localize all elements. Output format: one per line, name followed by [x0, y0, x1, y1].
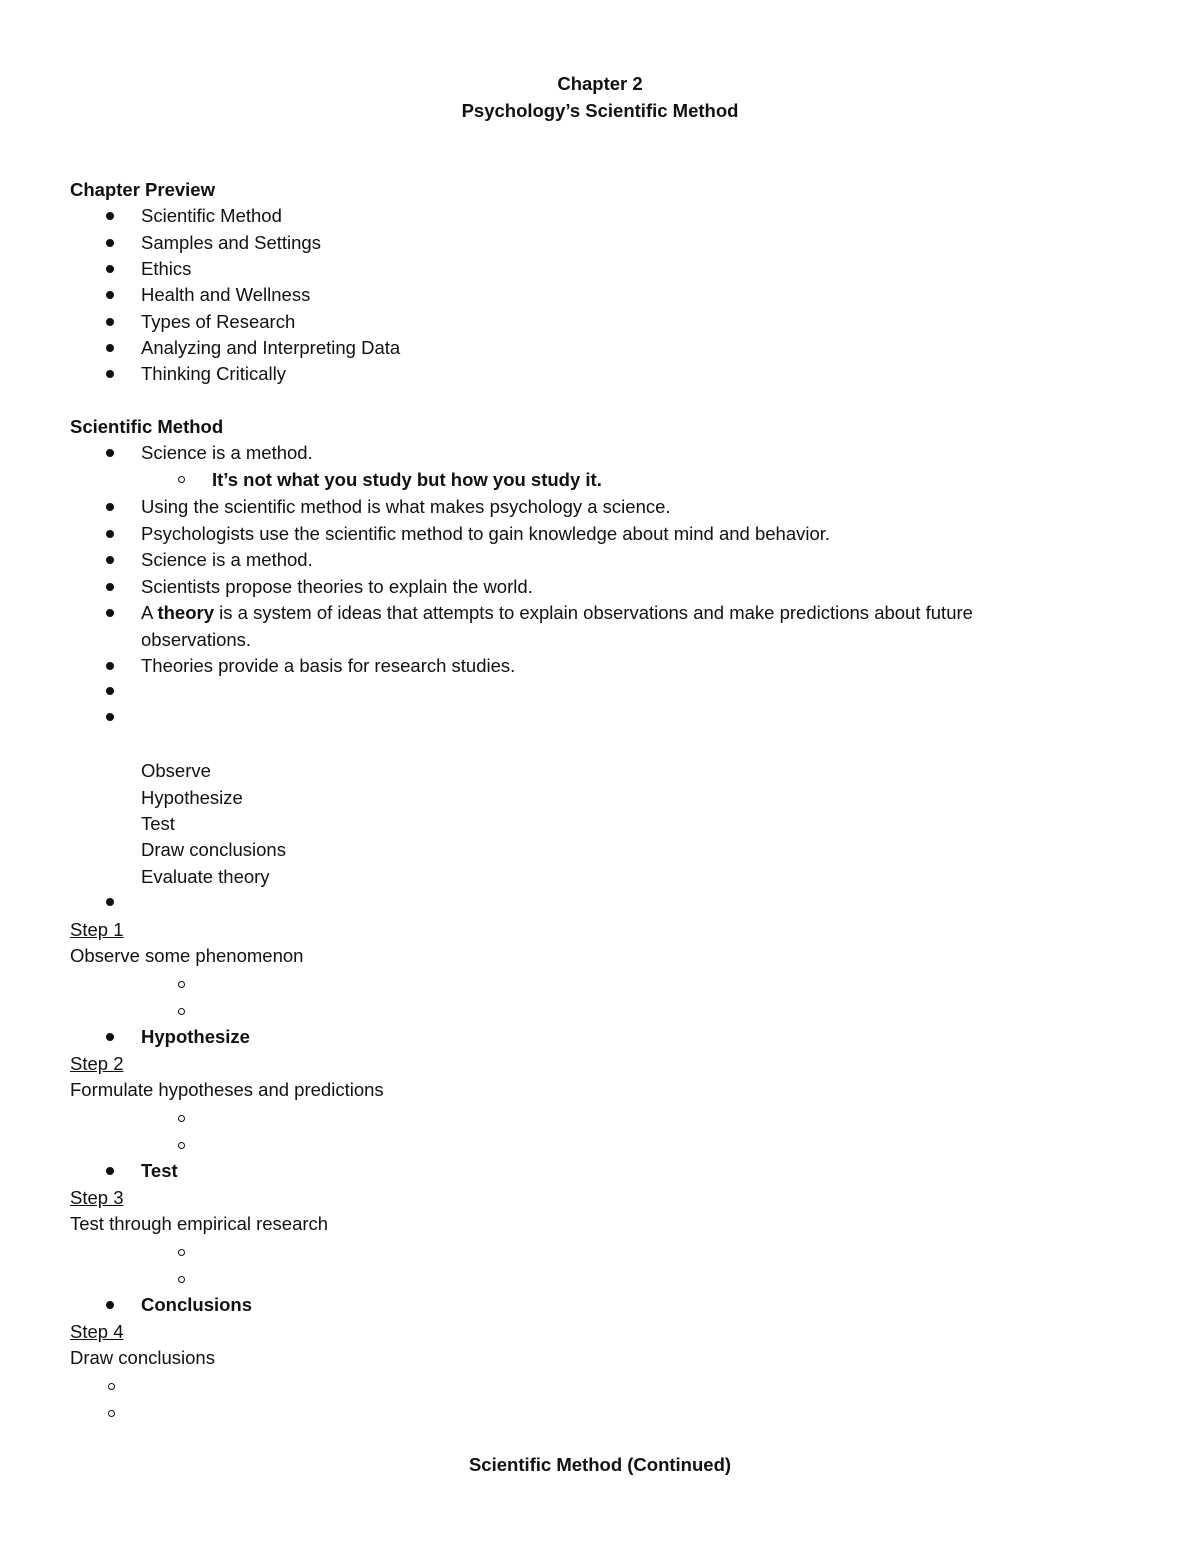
preview-item: Scientific Method: [141, 205, 282, 226]
bullet-icon: [106, 609, 114, 617]
sub-bullet-icon: [108, 1383, 115, 1390]
sub-bullet-icon: [178, 1142, 185, 1149]
diagram-label: Observe: [141, 760, 211, 781]
continued-heading: Scientific Method (Continued): [468, 1454, 732, 1475]
bullet-icon: [106, 1033, 114, 1041]
diagram-label: Evaluate theory: [141, 866, 270, 887]
bullet-icon: [106, 370, 114, 378]
method-bullet: Using the scientific method is what makes psychology a science.: [141, 496, 671, 517]
step-text: Draw conclusions: [70, 1347, 215, 1368]
sub-bullet-icon: [178, 1008, 185, 1015]
method-sub-bullet: It’s not what you study but how you study it.: [212, 469, 602, 490]
step-heading: Conclusions: [141, 1294, 253, 1315]
method-bullet: Theories provide a basis for research studies.: [141, 655, 516, 676]
diagram-label: Test: [141, 813, 175, 834]
bullet-icon: [106, 239, 114, 247]
bullet-icon: [106, 898, 114, 906]
sub-bullet-icon: [178, 1276, 185, 1283]
step-label: Step 3: [70, 1187, 124, 1208]
preview-item: Ethics: [141, 258, 192, 279]
theory-prefix: A: [141, 602, 158, 623]
method-bullet: Science is a method.: [141, 549, 313, 570]
preview-item: Types of Research: [141, 311, 296, 332]
sub-bullet-icon: [178, 981, 185, 988]
bullet-icon: [106, 662, 114, 670]
preview-heading: Chapter Preview: [70, 179, 215, 200]
theory-definition-cont: observations.: [141, 629, 252, 650]
theory-text: is a system of ideas that attempts to explain observations and make predictions about future: [214, 602, 973, 623]
preview-item: Health and Wellness: [141, 284, 311, 305]
bullet-icon: [106, 713, 114, 721]
bullet-icon: [106, 449, 114, 457]
diagram-label: Hypothesize: [141, 787, 243, 808]
bullet-icon: [106, 1167, 114, 1175]
bullet-icon: [106, 556, 114, 564]
method-heading: Scientific Method: [70, 416, 224, 437]
bullet-icon: [106, 503, 114, 511]
bullet-icon: [106, 583, 114, 591]
step-text: Observe some phenomenon: [70, 945, 304, 966]
sub-bullet-icon: [178, 1249, 185, 1256]
bullet-icon: [106, 265, 114, 273]
preview-item: Samples and Settings: [141, 232, 321, 253]
step-heading: Test: [141, 1160, 178, 1181]
bullet-icon: [106, 344, 114, 352]
method-bullet: Scientists propose theories to explain the world.: [141, 576, 533, 597]
bullet-icon: [106, 530, 114, 538]
step-heading: Hypothesize: [141, 1026, 250, 1047]
step-label: Step 2: [70, 1053, 124, 1074]
preview-item: Analyzing and Interpreting Data: [141, 337, 401, 358]
method-bullet: Science is a method.: [141, 442, 313, 463]
chapter-subtitle: Psychology’s Scientific Method: [461, 100, 739, 121]
method-bullet: Psychologists use the scientific method to gain knowledge about mind and behavior.: [141, 523, 831, 544]
sub-bullet-icon: [178, 1115, 185, 1122]
bullet-icon: [106, 1301, 114, 1309]
theory-term: theory: [157, 602, 215, 623]
diagram-label: Draw conclusions: [141, 839, 286, 860]
bullet-icon: [106, 212, 114, 220]
step-label: Step 4: [70, 1321, 124, 1342]
step-label: Step 1: [70, 919, 124, 940]
theory-definition: [141, 600, 973, 626]
step-text: Formulate hypotheses and predictions: [70, 1079, 384, 1100]
preview-item: Thinking Critically: [141, 363, 286, 384]
bullet-icon: [106, 687, 114, 695]
bullet-icon: [106, 318, 114, 326]
bullet-icon: [106, 291, 114, 299]
chapter-title: Chapter 2: [557, 73, 643, 94]
sub-bullet-icon: [178, 476, 185, 483]
sub-bullet-icon: [108, 1410, 115, 1417]
step-text: Test through empirical research: [70, 1213, 329, 1234]
